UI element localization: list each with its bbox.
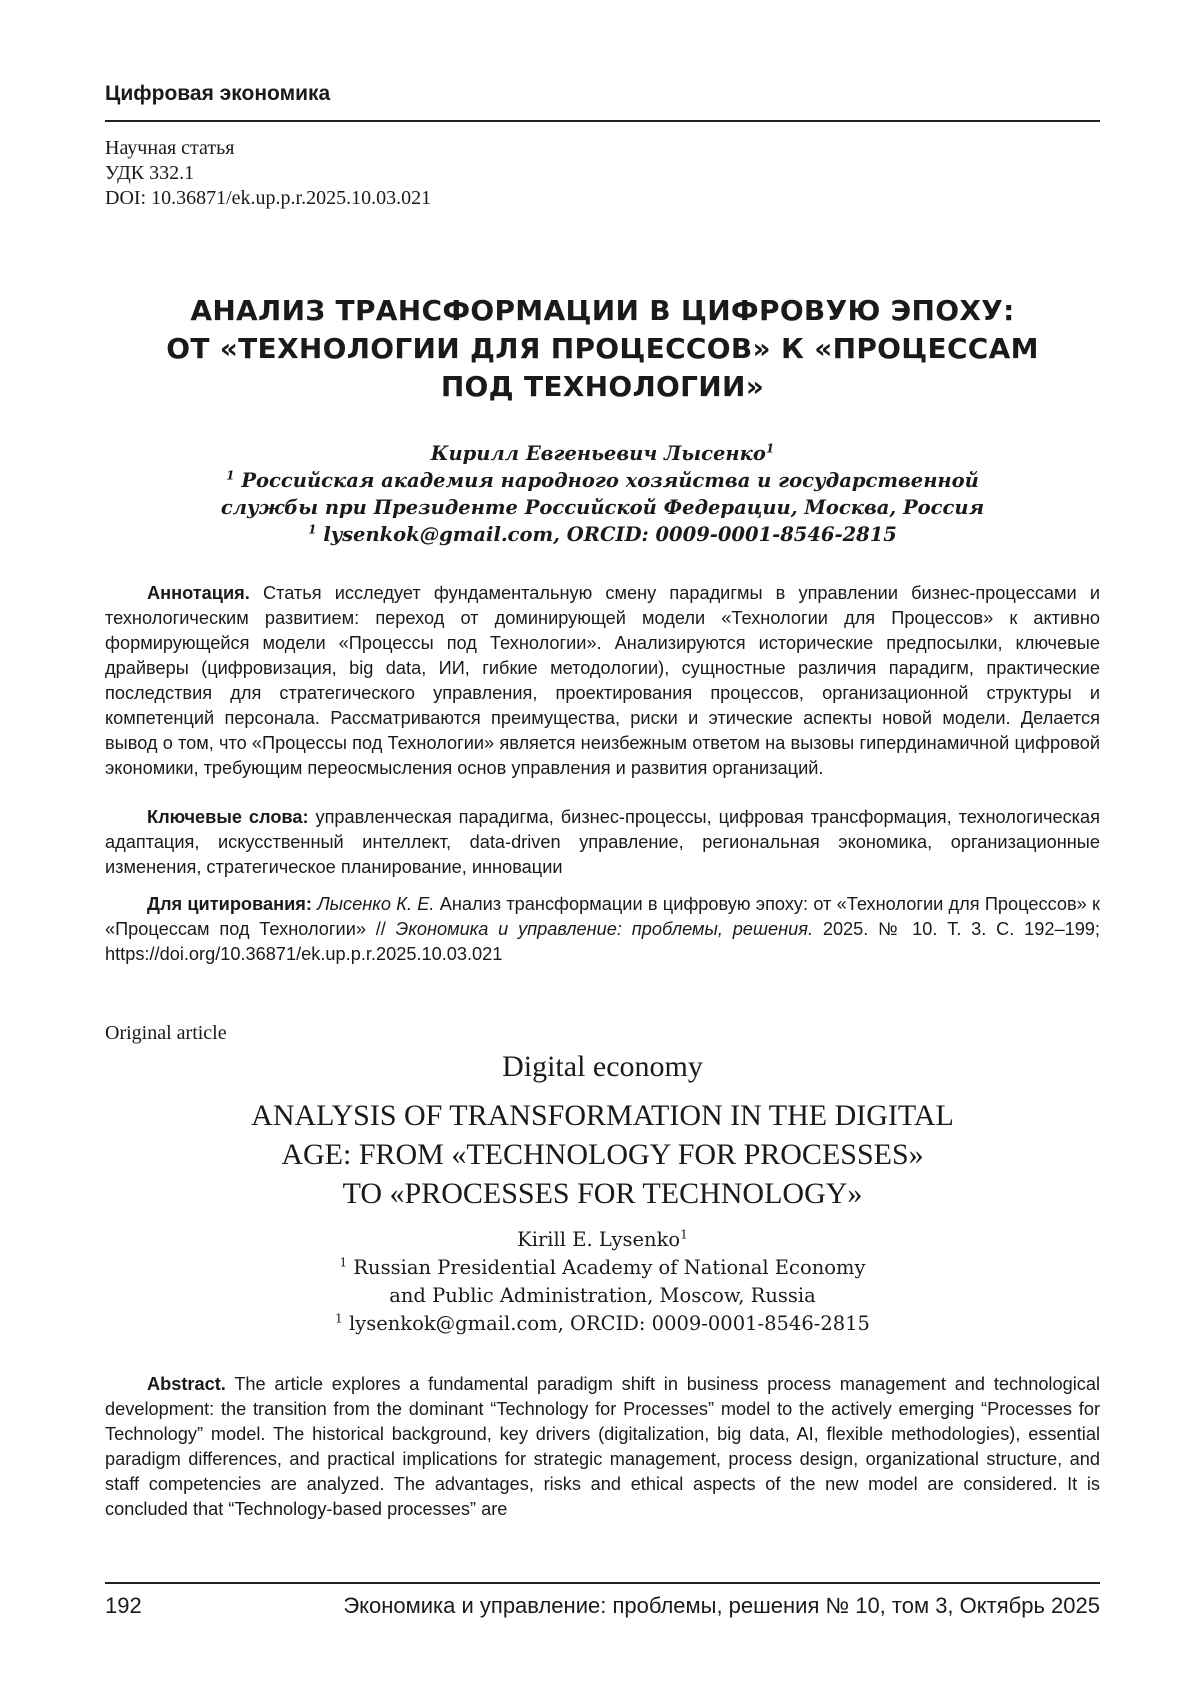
page-number: 192 xyxy=(105,1593,142,1618)
ru-author-name: Кирилл Евгеньевич Лысенко xyxy=(430,442,766,465)
en-author-name: Kirill E. Lysenko xyxy=(517,1228,681,1251)
affil-mark: 1 xyxy=(308,522,317,537)
en-title-line: AGE: FROM «TECHNOLOGY FOR PROCESSES» xyxy=(281,1138,924,1171)
en-author-block xyxy=(105,1226,1100,1338)
en-title-line: ANALYSIS OF TRANSFORMATION IN THE DIGITAL xyxy=(251,1099,954,1132)
ru-keywords xyxy=(105,805,1100,880)
cite-journal: Экономика и управление: проблемы, решения. xyxy=(395,919,814,939)
en-contact-line xyxy=(105,1310,1100,1338)
cite-title: Анализ трансформации в цифровую эпоху: от «Технологии для Процессов» к «Процессам под Технологии» xyxy=(105,894,1100,939)
en-affiliation-line xyxy=(105,1254,1100,1282)
en-section: Digital economy xyxy=(502,1050,703,1083)
affil-mark: 1 xyxy=(335,1311,343,1326)
en-affiliation-line-2: and Public Administration, Moscow, Russia xyxy=(389,1284,816,1307)
ru-affiliation: Российская академия народного хозяйства и государственной xyxy=(241,469,979,492)
ru-abstract xyxy=(105,581,1100,781)
ru-title xyxy=(105,292,1100,406)
en-abstract-text: The article explores a fundamental paradigm shift in business process management and technological development: the transition from the dominant “Technology for Processes” model to the actively emerging “Processes for Technology” model. The historical background, key drivers (digitalization, big data, AI, flexible methodologies), essential paradigm differences, and practical implications for strategic management, process design, organizational structure, and staff competencies are analyzed. The advantages, risks and ethical aspects of the new model are considered. It is concluded that “Technology-based processes” are xyxy=(105,1374,1100,1519)
ru-contact: lysenkok@gmail.com, ORCID: 0009-0001-8546-2815 xyxy=(323,523,897,546)
en-title-line: TO «PROCESSES FOR TECHNOLOGY» xyxy=(342,1177,863,1210)
ru-abstract-text: Статья исследует фундаментальную смену парадигмы в управлении бизнес-процессами и технологическим развитием: переход от доминирующей модели «Технологии для Процессов» к активно формирующейся модели «Процессы под Технологии». Анализируются исторические предпосылки, ключевые драйверы (цифровизация, big data, ИИ, гибкие методологии), сущностные различия парадигм, практические последствия для стратегического управления, проектирования процессов, организационной структуры и компетенций персонала. Рассматриваются преимущества, риски и этические аспекты новой модели. Делается вывод о том, что «Процессы под Технологии» является неизбежным ответом на вызовы гипердинамичной цифровой экономики, требующим переосмысления основ управления и развития организаций. xyxy=(105,583,1100,778)
affil-mark: 1 xyxy=(226,468,235,483)
paper-page xyxy=(105,0,1100,1698)
cite-author: Лысенко К. Е. xyxy=(317,894,435,914)
affil-mark: 1 xyxy=(339,1255,348,1270)
cite-label: Для цитирования: xyxy=(147,894,312,914)
en-article-type: Original article xyxy=(105,1022,227,1044)
footer-rule xyxy=(105,1582,1100,1584)
cite-rest: 2025. № 10. Т. 3. С. 192–199; https://doi.org/10.36871/ek.up.p.r.2025.10.03.021 xyxy=(105,919,1100,964)
en-title xyxy=(105,1096,1100,1213)
en-abstract-label: Abstract. xyxy=(147,1374,226,1394)
article-type: Научная статья xyxy=(105,137,235,159)
article-meta xyxy=(105,136,431,211)
ru-abstract-label: Аннотация. xyxy=(147,583,250,603)
en-affiliation: Russian Presidential Academy of National Economy xyxy=(353,1256,866,1279)
ru-title-line: ОТ «ТЕХНОЛОГИИ ДЛЯ ПРОЦЕССОВ» К «ПРОЦЕССАМ xyxy=(166,332,1039,365)
ru-author-block xyxy=(105,440,1100,548)
journal-info: Экономика и управление: проблемы, решения № 10, том 3, Октябрь 2025 xyxy=(343,1593,1100,1618)
ru-title-line: ПОД ТЕХНОЛОГИИ» xyxy=(440,370,765,403)
doi: DOI: 10.36871/ek.up.p.r.2025.10.03.021 xyxy=(105,187,432,209)
en-author-line xyxy=(105,1226,1100,1254)
ru-keywords-text: управленческая парадигма, бизнес-процессы, цифровая трансформация, технологическая адаптация, искусственный интеллект, data-driven управление, региональная экономика, организационные изменения, стратегическое планирование, инновации xyxy=(105,807,1100,877)
en-abstract xyxy=(105,1372,1100,1522)
ru-title-line: АНАЛИЗ ТРАНСФОРМАЦИИ В ЦИФРОВУЮ ЭПОХУ: xyxy=(190,294,1015,327)
udc-code: УДК 332.1 xyxy=(105,162,195,184)
ru-affiliation-line xyxy=(105,467,1100,494)
affil-mark: 1 xyxy=(765,441,775,456)
affil-mark: 1 xyxy=(680,1227,688,1242)
header-rule xyxy=(105,120,1100,122)
en-contact: lysenkok@gmail.com, ORCID: 0009-0001-8546-2815 xyxy=(348,1312,870,1335)
ru-contact-line xyxy=(105,521,1100,548)
ru-affiliation-line-2: службы при Президенте Российской Федерации, Москва, Россия xyxy=(220,496,985,519)
ru-author-line xyxy=(105,440,1100,467)
ru-keywords-label: Ключевые слова: xyxy=(147,807,309,827)
section-header: Цифровая экономика xyxy=(105,82,331,105)
citation: Для цитирования: Лысенко К. Е. Анализ трансформации в цифровую эпоху: от «Технологии для Процессов» к «Процессам под Технологии» // Экономика и управление: проблемы, решения. 2025. № 10. Т. 3. С. 192–199; https://doi.org/10.36871/ek.up.p.r.2025.10.03.021 xyxy=(105,894,1100,964)
